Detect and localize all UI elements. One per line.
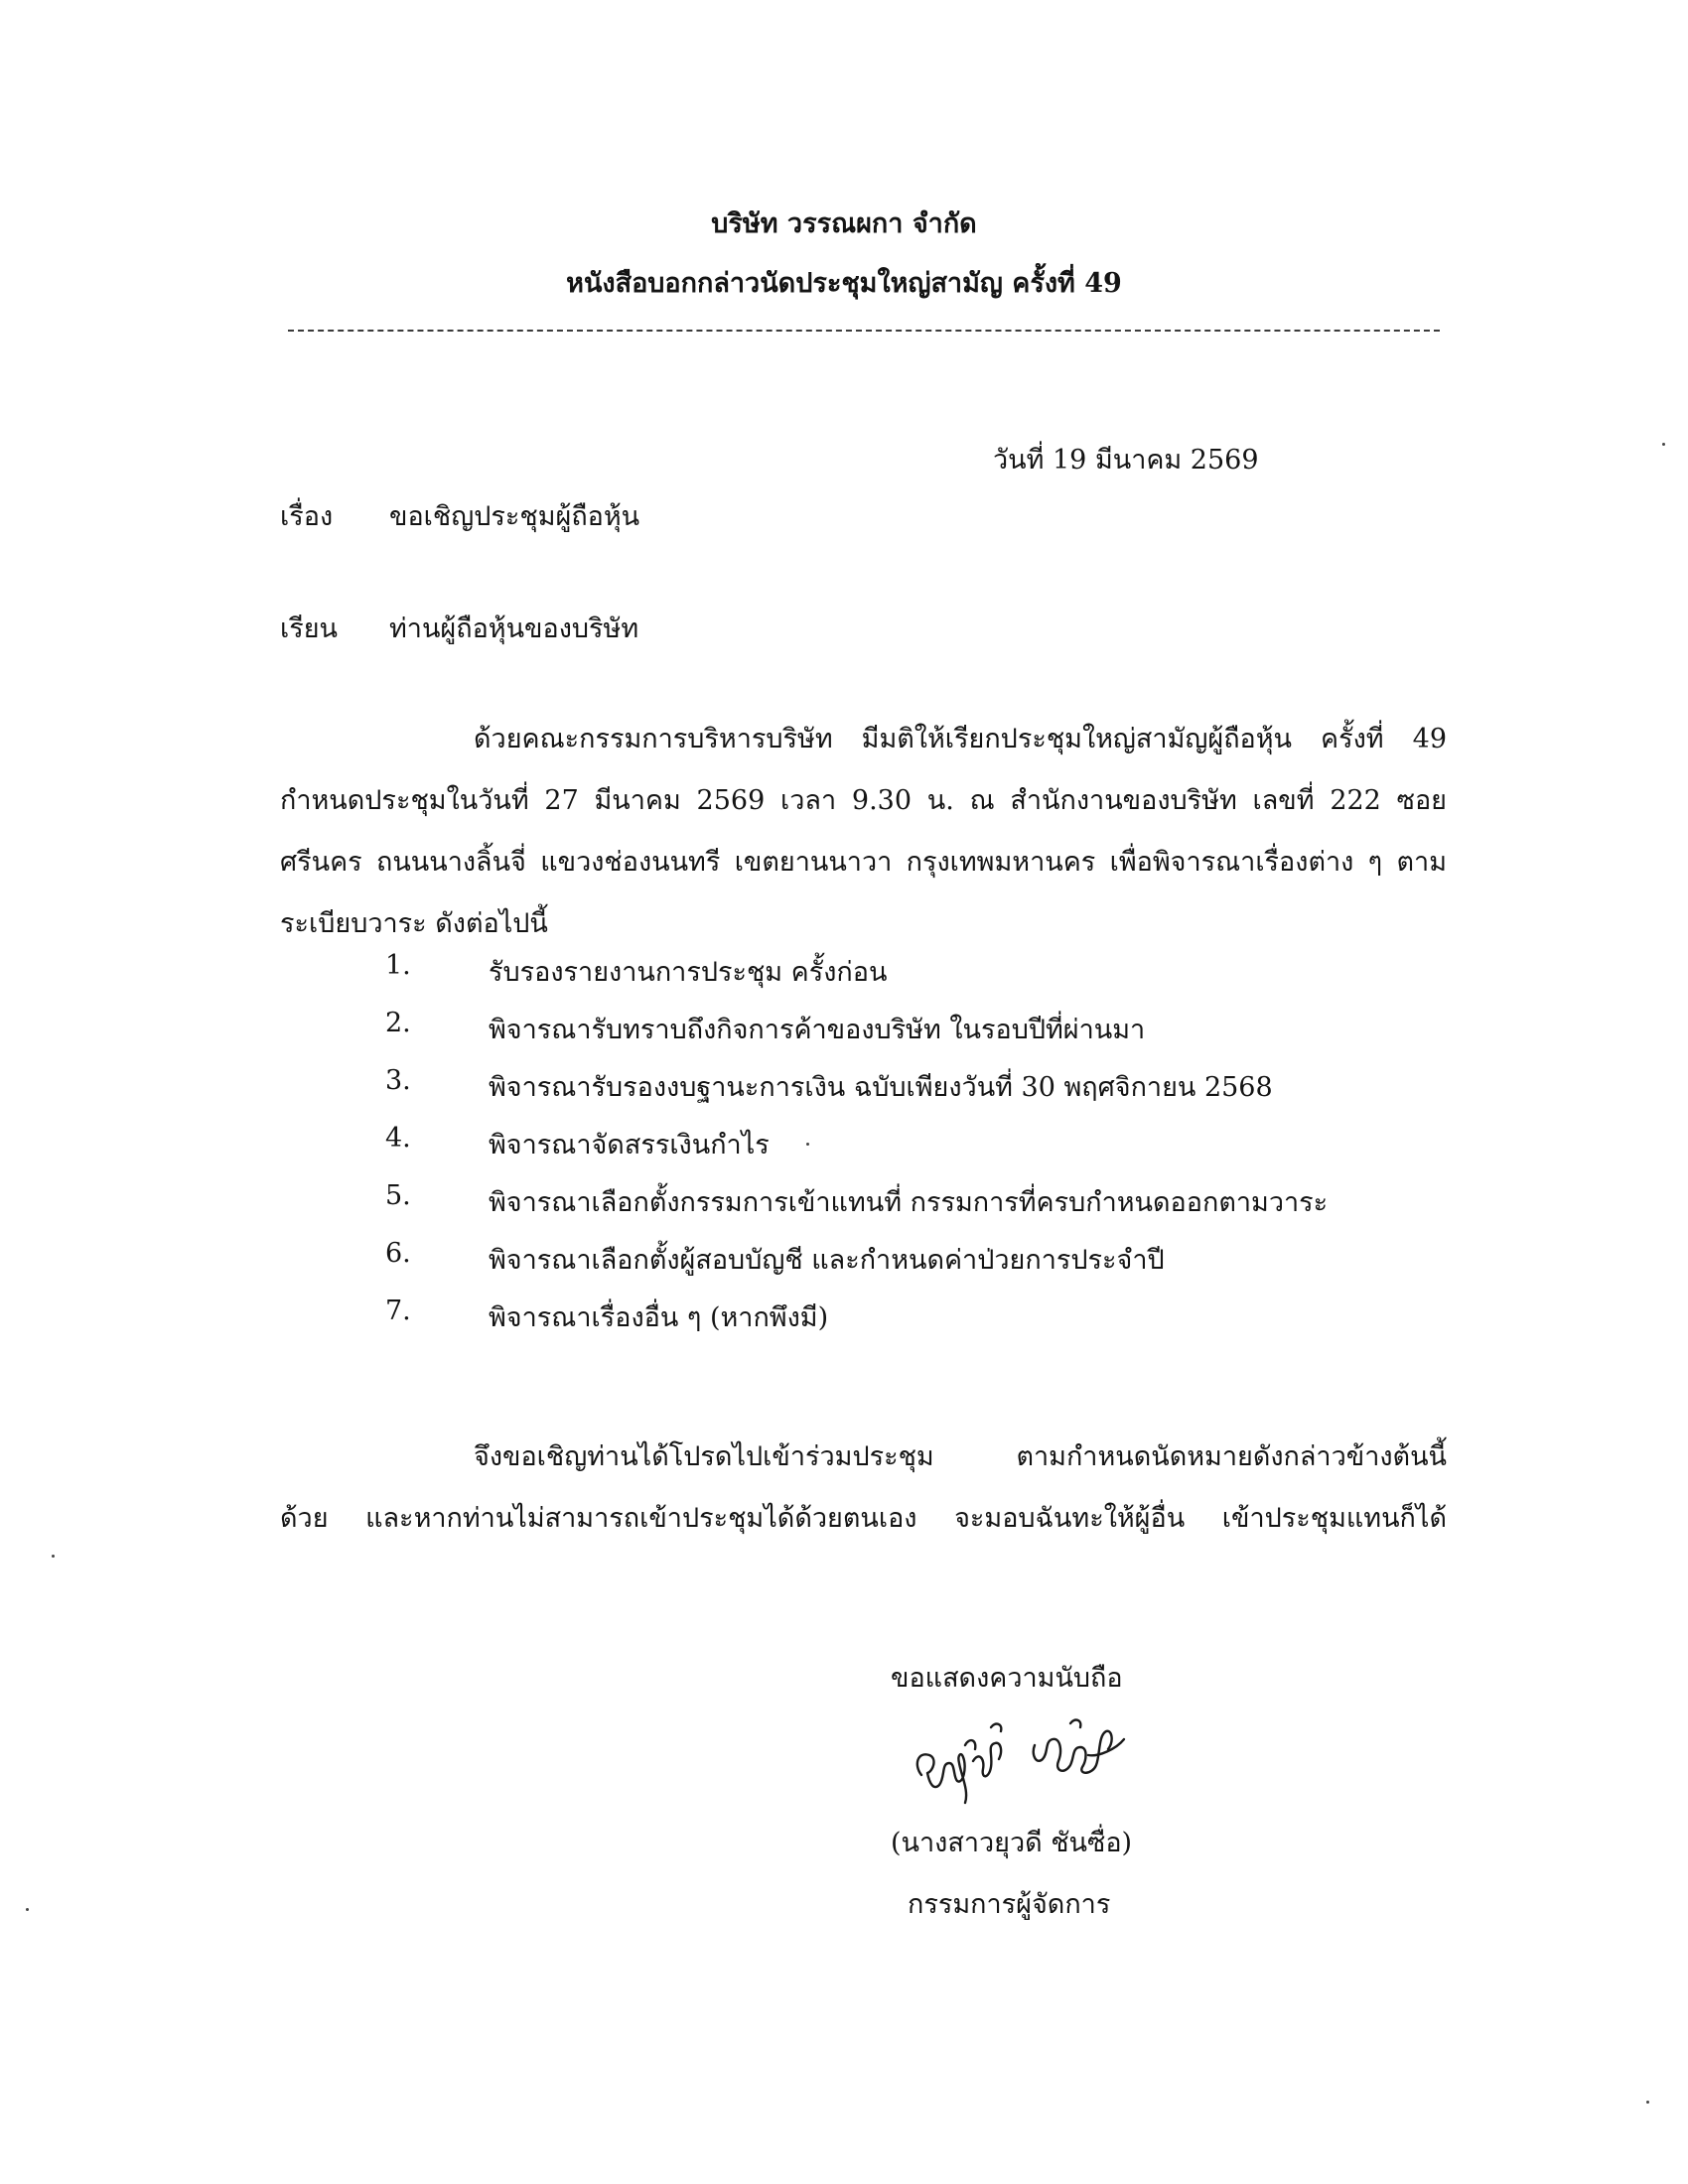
intro-line: ระเบียบวาระ ดังต่อไปนี้	[280, 908, 548, 939]
agenda-item	[0, 1008, 1688, 1065]
sign-off: ขอแสดงความนับถือ	[891, 1663, 1123, 1694]
agenda-text: พิจารณาเลือกตั้งกรรมการเข้าแทนที่ กรรมการที่ครบกำหนดออกตามวาระ	[489, 1187, 1329, 1218]
signer-title: กรรมการผู้จัดการ	[908, 1889, 1111, 1920]
agenda-text: พิจารณาจัดสรรเงินกำไร	[489, 1130, 770, 1160]
agenda-number: 6.	[385, 1238, 411, 1269]
intro-line: ด้วยคณะกรรมการบริหารบริษัท มีมติให้เรียกประชุมใหญ่สามัญผู้ถือหุ้น ครั้งที่ 49	[474, 724, 1447, 754]
agenda-text: พิจารณาเลือกตั้งผู้สอบบัญชี และกำหนดค่าป่วยการประจำปี	[489, 1245, 1165, 1276]
handwritten-signature	[904, 1706, 1152, 1815]
agenda-item	[0, 1180, 1688, 1238]
signer-name: (นางสาวยุวดี ชันซื่อ)	[891, 1828, 1133, 1858]
agenda-item	[0, 1123, 1688, 1180]
letter-date: วันที่ 19 มีนาคม 2569	[993, 445, 1259, 476]
signature-graphic	[904, 1706, 1152, 1815]
agenda-text: พิจารณารับรองงบฐานะการเงิน ฉบับเพียงวันที่ 30 พฤศจิกายน 2568	[489, 1072, 1273, 1103]
agenda-number: 1.	[385, 950, 411, 981]
scan-speck	[1662, 443, 1665, 446]
agenda-text: พิจารณาเรื่องอื่น ๆ (หากพึงมี)	[489, 1302, 829, 1333]
agenda-item	[0, 1065, 1688, 1123]
dashed-divider	[288, 330, 1440, 332]
agenda-item	[0, 1296, 1688, 1353]
closing-line: จึงขอเชิญท่านได้โปรดไปเข้าร่วมประชุม ตามกำหนดนัดหมายดังกล่าวข้างต้นนี้	[474, 1441, 1447, 1472]
recipient-value: ท่านผู้ถือหุ้นของบริษัท	[389, 614, 639, 644]
intro-line: ศรีนคร ถนนนางลิ้นจี่ แขวงช่องนนทรี เขตยานนาวา กรุงเทพมหานคร เพื่อพิจารณาเรื่องต่าง ๆ ตาม	[280, 847, 1447, 878]
agenda-item	[0, 950, 1688, 1008]
agenda-item	[0, 1238, 1688, 1296]
scan-speck	[806, 1143, 809, 1146]
agenda-text: พิจารณารับทราบถึงกิจการค้าของบริษัท ในรอบปีที่ผ่านมา	[489, 1015, 1146, 1045]
subject-label: เรื่อง	[280, 501, 334, 532]
agenda-number: 5.	[385, 1180, 411, 1211]
agenda-number: 2.	[385, 1008, 411, 1038]
agenda-number: 3.	[385, 1065, 411, 1096]
intro-paragraph	[280, 709, 1447, 955]
company-name: บริษัท วรรณผกา จำกัด	[711, 208, 977, 239]
intro-line: กำหนดประชุมในวันที่ 27 มีนาคม 2569 เวลา 9.30 น. ณ สำนักงานของบริษัท เลขที่ 222 ซอย	[280, 785, 1447, 816]
closing-paragraph	[280, 1427, 1447, 1550]
scan-speck	[26, 1908, 29, 1911]
agenda-text: รับรองรายงานการประชุม ครั้งก่อน	[489, 957, 888, 988]
document-title: หนังสือบอกกล่าวนัดประชุมใหญ่สามัญ ครั้งที่ 49	[566, 268, 1122, 299]
scan-speck	[1646, 2101, 1649, 2104]
recipient-label: เรียน	[280, 614, 339, 644]
agenda-number: 4.	[385, 1123, 411, 1154]
agenda-number: 7.	[385, 1296, 411, 1326]
closing-line: ด้วย และหากท่านไม่สามารถเข้าประชุมได้ด้วยตนเอง จะมอบฉันทะให้ผู้อื่น เข้าประชุมแทนก็ได้	[280, 1503, 1447, 1534]
subject-value: ขอเชิญประชุมผู้ถือหุ้น	[389, 501, 640, 532]
scan-speck	[52, 1555, 55, 1558]
